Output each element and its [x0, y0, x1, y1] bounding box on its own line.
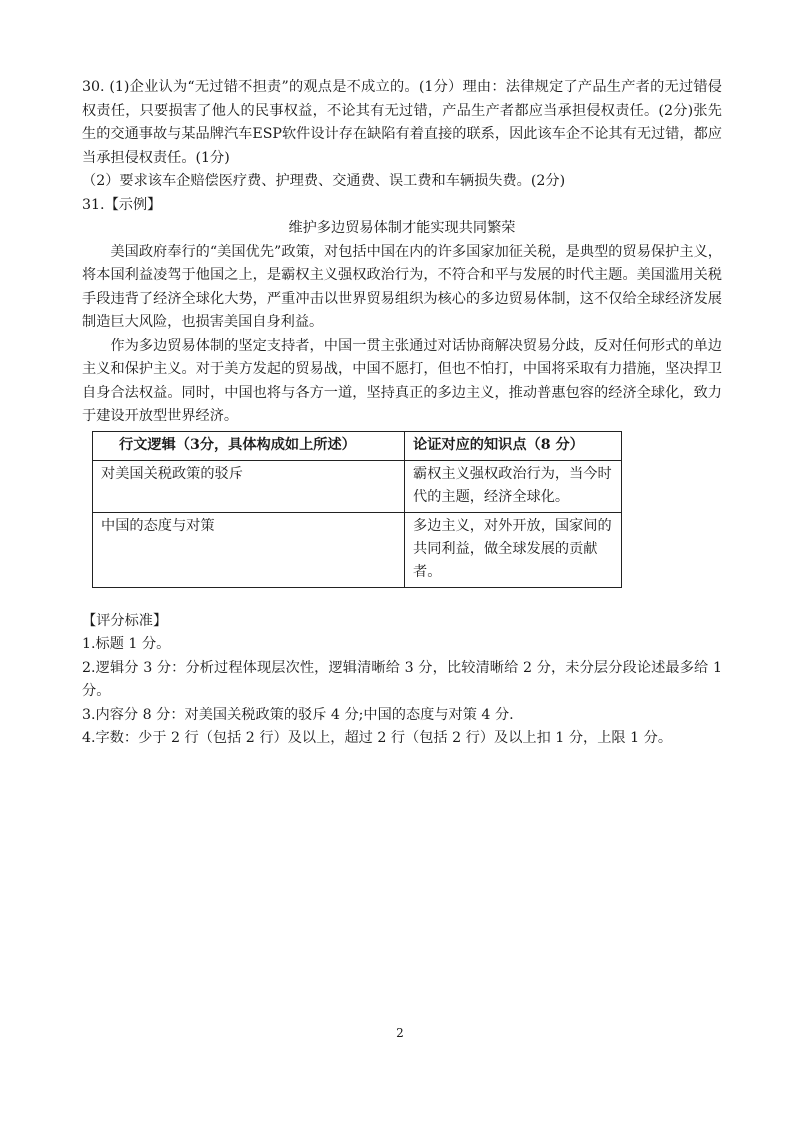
table-row: [93, 460, 622, 512]
essay-title: 维护多边贸易体制才能实现共同繁荣: [288, 220, 516, 236]
scoring-item-logic: 2.逻辑分 3 分：分析过程体现层次性，逻辑清晰给 3 分，比较清晰给 2 分，未分层分段论述最多给 1 分。: [82, 659, 722, 699]
scoring-item-wordcount: 4.字数：少于 2 行（包括 2 行）及以上，超过 2 行（包括 2 行）及以上扣 1 分，上限 1 分。: [82, 730, 673, 746]
scoring-item-title: 1.标题 1 分。: [82, 636, 171, 652]
q31-heading: 31.【示例】: [82, 196, 162, 213]
answer-page: [82, 76, 722, 751]
table-header-logic: 行文逻辑（3分，具体构成如上所述）: [93, 431, 405, 460]
scoring-item-content: 3.内容分 8 分：对美国关税政策的驳斥 4 分;中国的态度与对策 4 分.: [82, 706, 514, 723]
q30-part1: 30. (1)企业认为“无过错不担责”的观点是不成立的。(1分）理由：法律规定了产品生产者的无过错侵权责任，只要损害了他人的民事权益，不论其有无过错，产品生产者都应当承担侵权责任。(2分)张先生的交通事故与某品牌汽车ESP软件设计存在缺陷有着直接的联系，因此该车企不论其有无过错，都应当承担侵权责任。(1分): [82, 79, 722, 166]
essay-paragraph-1: 美国政府奉行的“美国优先”政策，对包括中国在内的许多国家加征关税，是典型的贸易保护主义，将本国利益凌驾于他国之上，是霸权主义强权政治行为，不符合和平与发展的时代主题。美国滥用关税手段违背了经济全球化大势，严重冲击以世界贸易组织为核心的多边贸易体制，这不仅给全球经济发展制造巨大风险，也损害美国自身利益。: [82, 243, 722, 330]
table-cell: 中国的态度与对策: [93, 512, 405, 587]
page-number: 2: [396, 1026, 404, 1040]
table-header-knowledge: 论证对应的知识点（8 分）: [405, 431, 622, 460]
table-row: [93, 512, 622, 587]
section-spacer: [82, 588, 722, 610]
scoring-heading: 【评分标准】: [82, 612, 168, 629]
essay-paragraph-2: 作为多边贸易体制的坚定支持者，中国一贯主张通过对话协商解决贸易分歧，反对任何形式的单边主义和保护主义。对于美方发起的贸易战，中国不愿打，但也不怕打，中国将采取有力措施，坚决捍卫自身合法权益。同时，中国也将与各方一道，坚持真正的多边主义，推动普惠包容的经济全球化，致力于建设开放型世界经济。: [82, 337, 722, 424]
table-cell: 霸权主义强权政治行为，当今时代的主题，经济全球化。: [405, 460, 622, 512]
q30-part2: （2）要求该车企赔偿医疗费、护理费、交通费、误工费和车辆损失费。(2分): [82, 173, 566, 189]
table-cell: 对美国关税政策的驳斥: [93, 460, 405, 512]
table-cell: 多边主义，对外开放，国家间的共同利益，做全球发展的贡献者。: [405, 512, 622, 587]
table-header-row: [93, 431, 622, 460]
logic-table: [92, 431, 622, 588]
